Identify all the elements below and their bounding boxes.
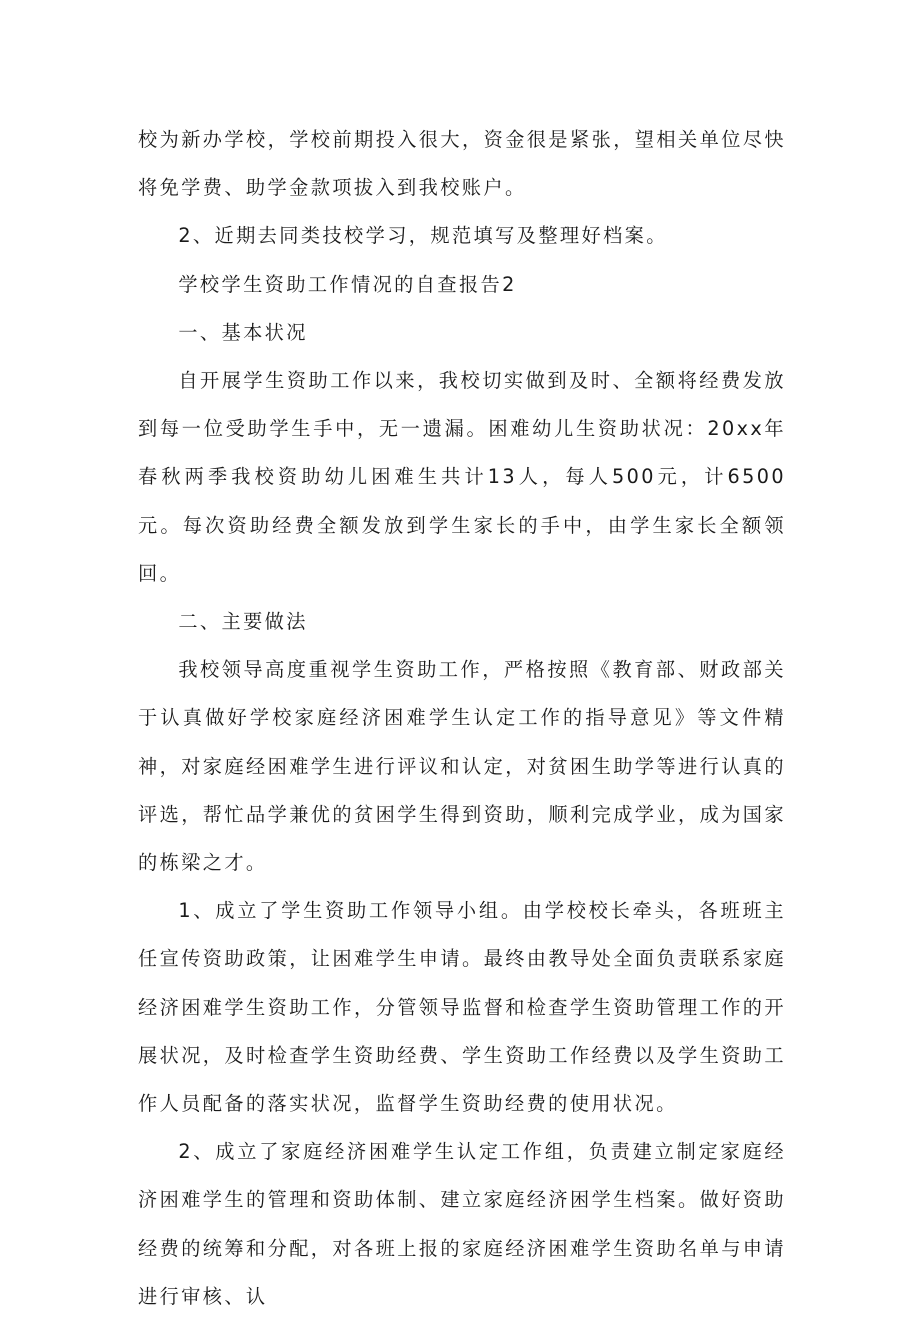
paragraph-item-1-leadership-group: 1、成立了学生资助工作领导小组。由学校校长牵头，各班班主任宣传资助政策，让困难学生申请。最终由教导处全面负责联系家庭经济困难学生资助工作，分管领导监督和检查学生资助管理工作的开展状况，及时检查学生资助经费、学生资助工作经费以及学生资助工作人员配备的落实状况，监督学生资助经费的使用状况。 <box>138 899 786 1116</box>
paragraph-item-2-working-group: 2、成立了家庭经济困难学生认定工作组，负责建立制定家庭经济困难学生的管理和资助体制、建立家庭经济困学生档案。做好资助经费的统筹和分配，对各班上报的家庭经济困难学生资助名单与申请进行审核、认 <box>138 1140 786 1308</box>
heading-main-methods: 二、主要做法 <box>178 610 308 634</box>
section-title-report-2: 学校学生资助工作情况的自查报告2 <box>178 272 517 296</box>
paragraph-main-methods: 我校领导高度重视学生资助工作，严格按照《教育部、财政部关于认真做好学校家庭经济困难学生认定工作的指导意见》等文件精神，对家庭经困难学生进行评议和认定，对贫困生助学等进行认真的评选，帮忙品学兼优的贫困学生得到资助，顺利完成学业，成为国家的栋梁之才。 <box>138 658 786 875</box>
paragraph-basic-situation: 自开展学生资助工作以来，我校切实做到及时、全额将经费发放到每一位受助学生手中，无一遗漏。困难幼儿生资助状况：20xx年春秋两季我校资助幼儿困难生共计13人，每人500元，计6500元。每次资助经费全额发放到学生家长的手中，由学生家长全额领回。 <box>138 369 786 585</box>
paragraph-continuation: 校为新办学校，学校前期投入很大，资金很是紧张，望相关单位尽快将免学费、助学金款项拔入到我校账户。 <box>138 128 786 200</box>
paragraph-item-2-study: 2、近期去同类技校学习，规范填写及整理好档案。 <box>178 224 668 248</box>
document-body <box>138 116 786 1321</box>
heading-basic-situation: 一、基本状况 <box>178 320 308 344</box>
